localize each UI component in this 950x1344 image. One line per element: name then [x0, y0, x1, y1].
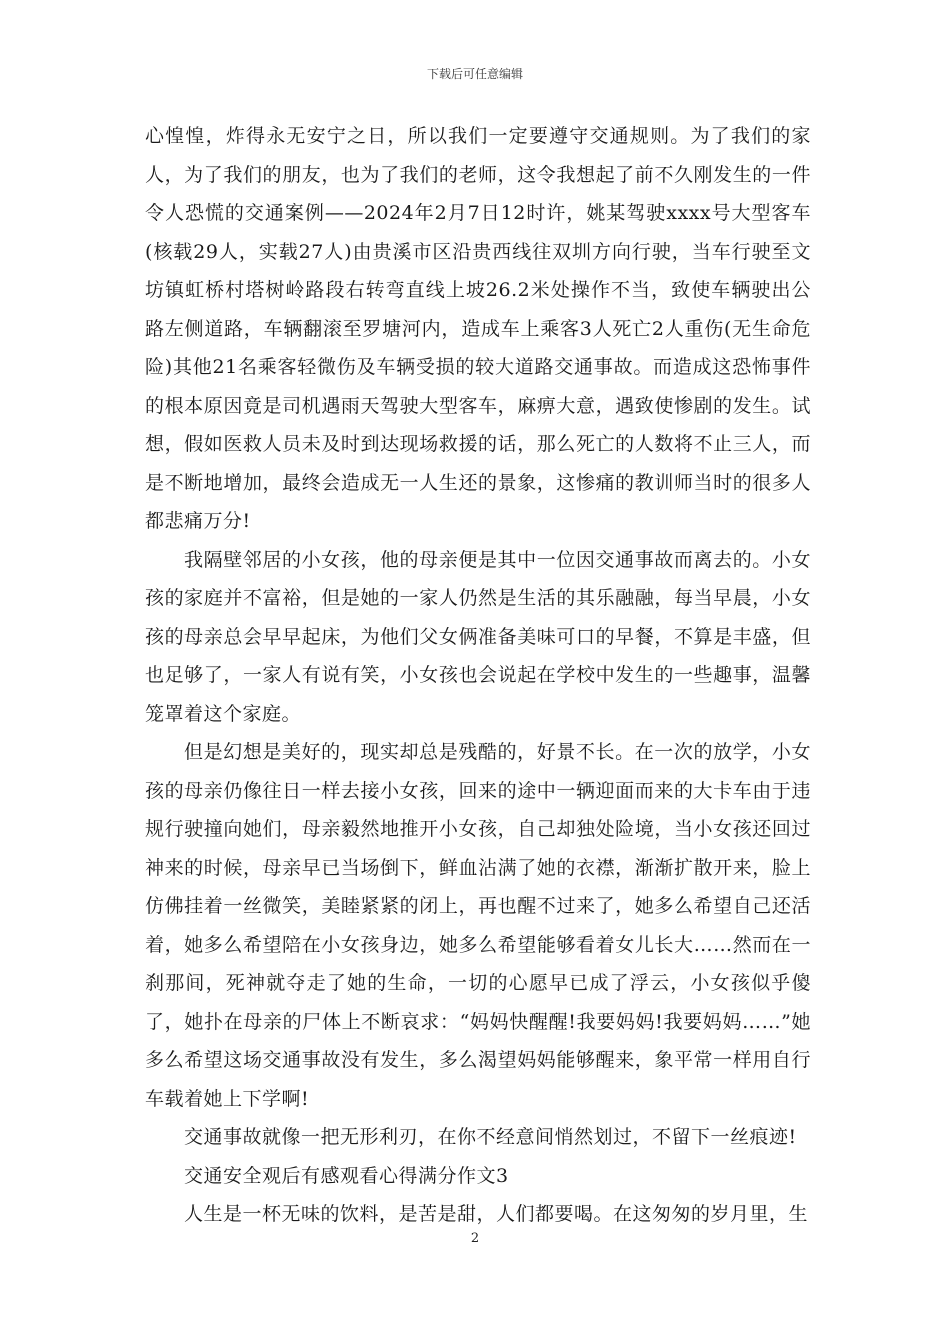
- paragraph-1: 心惶惶，炸得永无安宁之日，所以我们一定要遵守交通规则。为了我们的家人，为了我们的朋友，也为了我们的老师，这令我想起了前不久刚发生的一件令人恐慌的交通案例——2024年2月7日12时许，姚某驾驶xxxx号大型客车(核载29人，实载27人)由贵溪市区沿贵西线往双圳方向行驶，当车行驶至文坊镇虹桥村塔树岭路段右转弯直线上坡26.2米处操作不当，致使车辆驶出公路左侧道路，车辆翻滚至罗塘河内，造成车上乘客3人死亡2人重伤(无生命危险)其他21名乘客轻微伤及车辆受损的较大道路交通事故。而造成这恐怖事件的根本原因竟是司机遇雨天驾驶大型客车，麻痹大意，遇致使惨剧的发生。试想，假如医救人员未及时到达现场救援的话，那么死亡的人数将不止三人，而是不断地增加，最终会造成无一人生还的景象，这惨痛的教训师当时的很多人都悲痛万分!: [145, 125, 811, 532]
- paragraph-5: 人生是一杯无味的饮料，是苦是甜，人们都要喝。在这匆匆的岁月里，生: [184, 1203, 809, 1225]
- page-number: 2: [470, 1231, 480, 1246]
- document-body: [145, 117, 811, 1234]
- paragraph-4: 交通事故就像一把无形利刃，在你不经意间悄然划过，不留下一丝痕迹!: [184, 1126, 797, 1148]
- paragraph-3: 但是幻想是美好的，现实却总是残酷的，好景不长。在一次的放学，小女孩的母亲仍像往日一样去接小女孩，回来的途中一辆迎面而来的大卡车由于违规行驶撞向她们，母亲毅然地推开小女孩，自己却独处险境，当小女孩还回过神来的时候，母亲早已当场倒下，鲜血沾满了她的衣襟，渐渐扩散开来，脸上仿佛挂着一丝微笑，美睦紧紧的闭上，再也醒不过来了，她多么希望自己还活着，她多么希望陪在小女孩身边，她多么希望能够看着女儿长大……然而在一刹那间，死神就夺走了她的生命，一切的心愿早已成了浮云，小女孩似乎傻了，她扑在母亲的尸体上不断哀求：“妈妈快醒醒!我要妈妈!我要妈妈……”她多么希望这场交通事故没有发生，多么渴望妈妈能够醒来，象平常一样用自行车载着她上下学啊!: [145, 741, 811, 1110]
- page-header: 下载后可任意编辑: [426, 67, 523, 81]
- section-heading: 交通安全观后有感观看心得满分作文3: [184, 1164, 509, 1187]
- paragraph-2: 我隔壁邻居的小女孩，他的母亲便是其中一位因交通事故而离去的。小女孩的家庭并不富裕，但是她的一家人仍然是生活的其乐融融，每当早晨，小女孩的母亲总会早早起床，为他们父女俩准备美味可口的早餐，不算是丰盛，但也足够了，一家人有说有笑，小女孩也会说起在学校中发生的一些趣事，温馨笼罩着这个家庭。: [145, 548, 811, 725]
